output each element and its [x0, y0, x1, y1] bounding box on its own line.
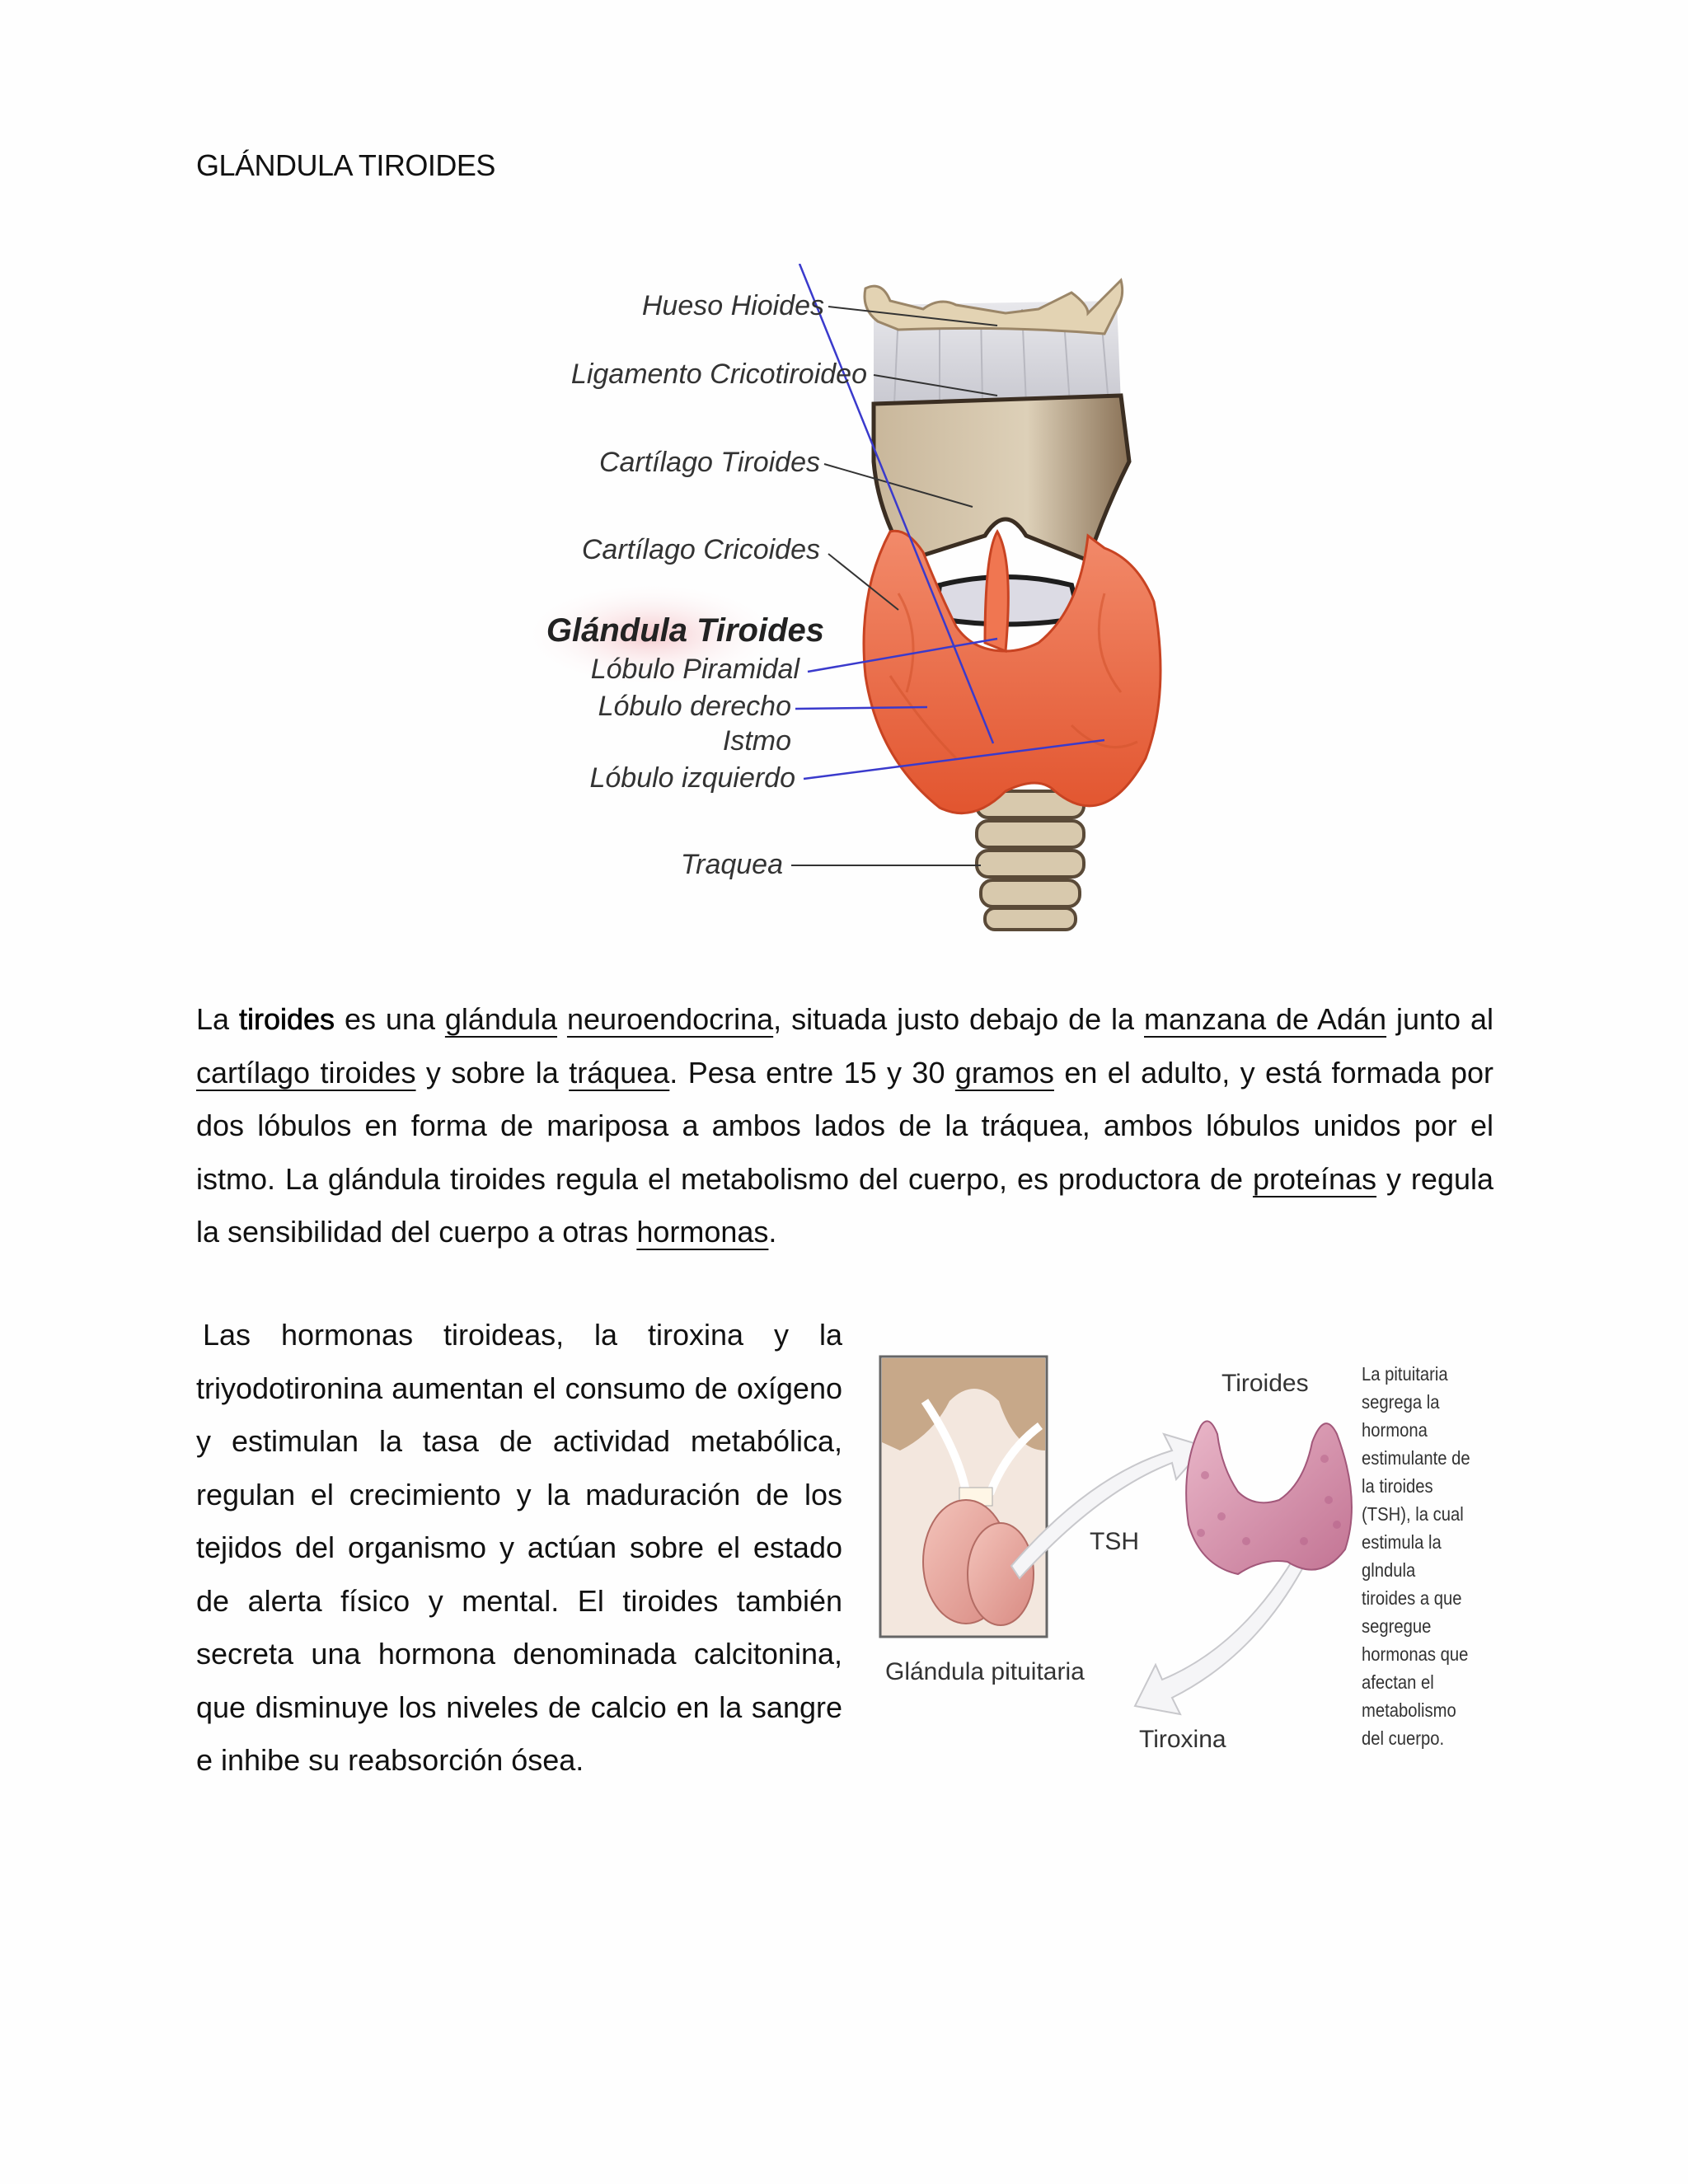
- label-glandula-pituitaria: Glándula pituitaria: [885, 1658, 1085, 1685]
- label-hueso-hioides: Hueso Hioides: [641, 290, 824, 321]
- link-proteinas[interactable]: proteínas: [1252, 1161, 1377, 1196]
- label-lobulo-derecho: Lóbulo derecho: [598, 691, 791, 722]
- label-traquea: Traquea: [680, 849, 783, 880]
- label-lobulo-piramidal: Lóbulo Piramidal: [590, 654, 799, 685]
- link-hormonas[interactable]: hormonas: [636, 1215, 769, 1249]
- link-traquea[interactable]: tráquea: [569, 1055, 670, 1090]
- hormones-paragraph: Las hormonas tiroideas, la tiroxina y la triyodotironina aumentan el consumo de oxígeno y estimulan la tasa de actividad metabólica, regulan el crecimiento y la maduración de los tejidos del organismo y actúan sobre el estado de alerta físico y mental. El tiroides también secreta una hormona denominada calcitonina, que disminuye los niveles de calcio en la sangre e inhibe su reabsorción ósea.: [196, 1318, 842, 1777]
- label-glandula-tiroides: Glándula Tiroides: [546, 612, 824, 649]
- link-cartilago-tiroides[interactable]: cartílago tiroides: [196, 1055, 416, 1090]
- label-cartilago-cricoides: Cartílago Cricoides: [581, 534, 820, 565]
- link-gramos[interactable]: gramos: [954, 1055, 1054, 1090]
- link-manzana-de-adan[interactable]: manzana de Adán: [1144, 1002, 1387, 1036]
- term-tiroides: tiroides: [238, 1002, 335, 1036]
- link-neuroendocrina[interactable]: neuroendocrina: [566, 1002, 774, 1036]
- page-title: GLÁNDULA TIROIDES: [196, 148, 495, 182]
- figure-caption-note: La pituitaria segrega la hormona estimulante de la tiroides (TSH), la cual estimula la glndula tiroides a que segregue hormonas que afectan el metabolismo del cuerpo.: [1362, 1363, 1470, 1749]
- label-cartilago-tiroides: Cartílago Tiroides: [598, 447, 820, 478]
- label-lobulo-izquierdo: Lóbulo izquierdo: [589, 762, 795, 794]
- thyroid-anatomy-figure: [511, 264, 1170, 935]
- label-tiroides: Tiroides: [1221, 1370, 1309, 1397]
- label-tsh: TSH: [1090, 1528, 1139, 1555]
- link-glandula[interactable]: glándula: [444, 1002, 558, 1036]
- label-istmo: Istmo: [722, 725, 791, 757]
- intro-paragraph: La tiroides es una glándula neuroendocrina, situada justo debajo de la manzana de Adán junto al cartílago tiroides y sobre la tráquea. Pesa entre 15 y 30 gramos en el adulto, y está formada por dos lóbulos en forma de mariposa a ambos lados de la tráquea, ambos lóbulos unidos por el istmo. La glándula tiroides regula el metabolismo del cuerpo, es productora de proteínas y regula la sensibilidad del cuerpo a otras hormonas.: [196, 1002, 1494, 1249]
- label-tiroxina: Tiroxina: [1139, 1726, 1226, 1753]
- label-ligamento: Ligamento Cricotiroideo: [570, 359, 867, 390]
